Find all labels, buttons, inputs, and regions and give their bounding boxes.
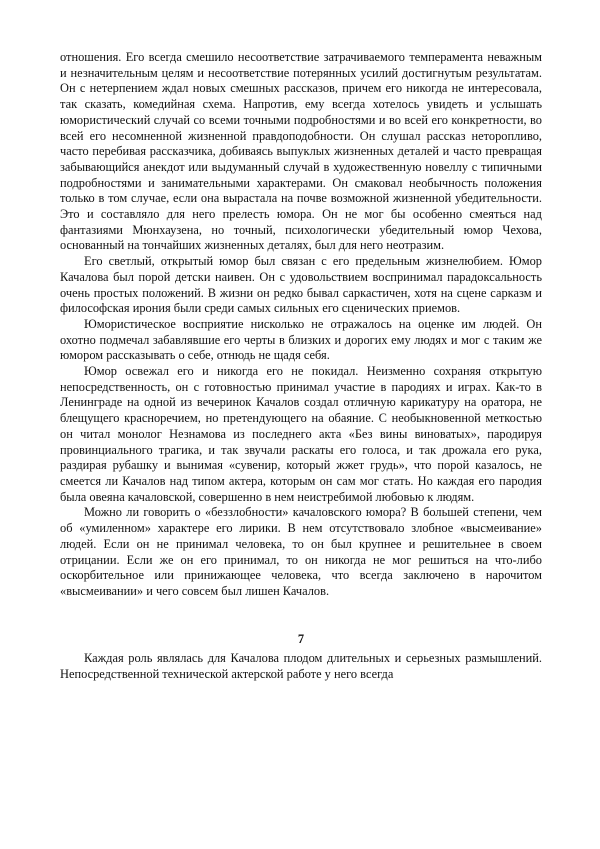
paragraph-benevolence: Можно ли говорить о «беззлобности» качаловского юмора? В большей степени, чем об «умиленном» характере его лирики. В нем отсутствовало злобное «высмеивание» людей. Если он не принимал человека, то он был крупнее и решительнее в своем отрицании. Если же он его принимал, то он никогда не мог решиться на что-либо оскорбительное или принижающее человека, что всегда заключено в нарочитом «высмеивании» и чего совсем был лишен Качалов. — [60, 505, 542, 598]
document-page — [60, 50, 542, 683]
paragraph-parody: Юмор освежал его и никогда его не покидал. Неизменно сохраняя открытую непосредственность, он с готовностью принимал участие в пародиях и играх. Как-то в Ленинграде на одной из вечеринок Качалов создал отличную карикатуру на оратора, не блещущего красноречием, но претендующего на обаяние. С необыкновенной меткостью он читал монолог Незнамова из последнего акта «Без вины виноватых», пародируя провинциального трагика, и так звучали раскаты его голоса, и так дрожала его рука, раздирая рубашку и вынимая «сувенир, который жжет грудь», что порой казалось, не смеется ли Качалов над типом актера, которым он сам мог стать. Но каждая его пародия была овеяна качаловской, совершенно в нем неистребимой любовью к людям. — [60, 364, 542, 504]
paragraph-humor-character: Его светлый, открытый юмор был связан с его предельным жизнелюбием. Юмор Качалова был порой детски наивен. Он с удовольствием воспринимал парадоксальность очень простых положений. В жизни он редко бывал саркастичен, хотя на сцене сарказм и философская ирония были среди самых сильных его сценических приемов. — [60, 254, 542, 316]
paragraph-continued: отношения. Его всегда смешило несоответствие затрачиваемого темперамента неважным и незначительным целям и несоответствие потерянных усилий достигнутым результатам. Он с нетерпением ждал новых смешных рассказов, причем его никогда не интересовала, так сказать, комедийная схема. Напротив, ему всегда хотелось увидеть и услышать юмористический случай со всеми точными подробностями и во всей его конкретности, во всей его несомненной жизненной правдоподобности. Он слушал рассказ неторопливо, часто перебивая рассказчика, добиваясь выпуклых жизненных деталей и часто превращая забывающийся анекдот или выдуманный случай в художественную новеллу с типичными подробностями и занимательными характерами. Он смаковал необычность положения только в том случае, если она вырастала на почве возможной жизненной убедительности. Это и составляло для него прелесть юмора. Он не мог бы особенно смеяться над фантазиями Мюнхаузена, но точный, психологически убедительный юмор Чехова, основанный на тончайших жизненных деталях, был для него неотразим. — [60, 50, 542, 253]
paragraph-next-section: Каждая роль являлась для Качалова плодом длительных и серьезных размышлений. Непосредственной технической актерской работе у него всегда — [60, 651, 542, 682]
paragraph-humor-perception: Юмористическое восприятие нисколько не отражалось на оценке им людей. Он охотно подмечал забавлявшие его черты в близких и дорогих ему людях и мог с таким же юмором рассказывать о себе, отнюдь не щадя себя. — [60, 316, 542, 363]
section-number: 7 — [297, 631, 305, 646]
